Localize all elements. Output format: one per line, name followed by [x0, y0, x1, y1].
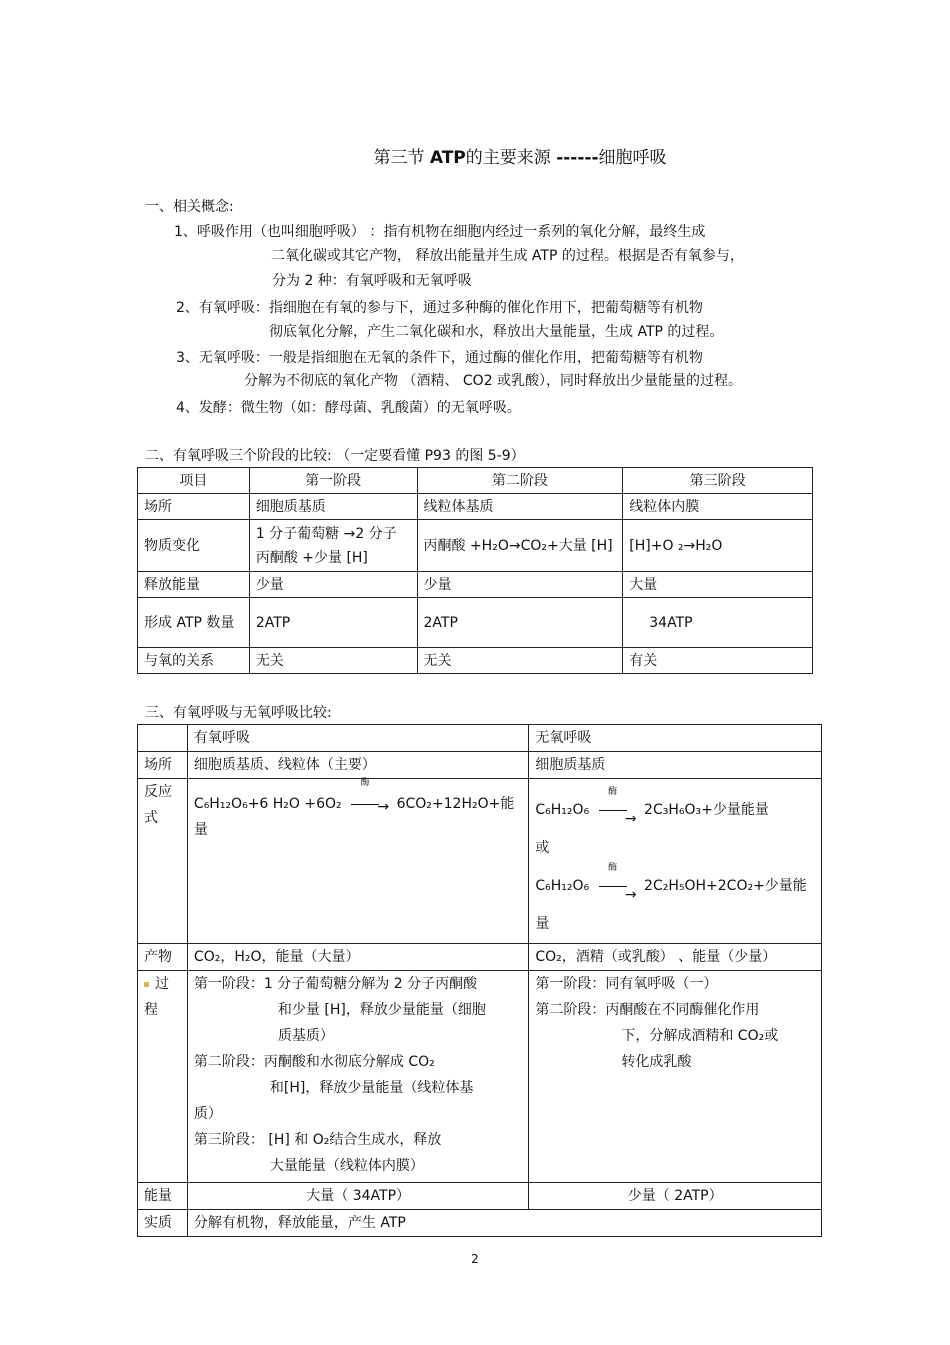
table-cell: 少量	[417, 572, 623, 598]
process-line: 和[H]，释放少量能量（线粒体基	[269, 1080, 474, 1096]
table-cell: 线粒体基质	[417, 494, 623, 520]
table-cell: 34ATP	[623, 598, 813, 648]
bullet-icon	[144, 982, 149, 987]
table-row	[138, 1183, 822, 1210]
table-cell: 2ATP	[249, 598, 417, 648]
table-cell: 物质变化	[138, 520, 250, 572]
table-cell: CO₂，H₂O，能量（大量）	[187, 944, 528, 971]
enzyme-label: 酶	[360, 778, 370, 788]
comparison-table	[137, 724, 822, 1237]
row-label: 场所	[138, 752, 188, 779]
process-line: 第二阶段：丙酮酸在不同酶催化作用	[535, 1002, 760, 1018]
reaction-anaerobic	[529, 779, 822, 944]
concept-line-5: 彻底氧化分解，产生二氧化碳和水，释放出大量能量，生成 ATP 的过程。	[269, 324, 724, 340]
page-number: 2	[471, 1252, 479, 1266]
title-prefix: 第三节	[373, 148, 425, 168]
products: 2C₂H₅OH+2CO₂+少量能量	[535, 878, 807, 932]
enzyme-label: 酶	[608, 787, 618, 797]
section2-heading: 二、有氧呼吸三个阶段的比较: （一定要看懂 P93 的图 5-9）	[145, 448, 525, 464]
concept-line-3: 分为 2 种：有氧呼吸和无氧呼吸	[272, 273, 472, 289]
table-cell: 与氧的关系	[138, 648, 250, 674]
title-suffix: 细胞呼吸	[598, 148, 667, 168]
section1-heading: 一、相关概念:	[145, 199, 234, 215]
process-line: 下，分解成酒精和 CO₂或	[621, 1028, 779, 1044]
concept-line-2: 二氧化碳或其它产物， 释放出能量并生成 ATP 的过程。根据是否有氧参与，	[271, 248, 744, 264]
process-label: 过程	[144, 976, 169, 1018]
row-label: 能量	[138, 1183, 188, 1210]
process-line: 第二阶段：丙酮酸和水彻底分解成 CO₂	[193, 1054, 435, 1070]
reaction-aerobic	[187, 779, 528, 944]
table-header-row	[138, 725, 822, 752]
row-label	[138, 971, 188, 1183]
table-cell: 少量	[249, 572, 417, 598]
table-cell: 形成 ATP 数量	[138, 598, 250, 648]
table-row	[138, 520, 813, 572]
process-aerobic	[187, 971, 528, 1183]
table-cell: 1 分子葡萄糖 →2 分子丙酮酸 +少量 [H]	[249, 520, 417, 572]
or-label: 或	[535, 840, 550, 856]
header-cell: 项目	[138, 468, 250, 494]
table-cell: 线粒体内膜	[623, 494, 813, 520]
products: 2C₃H₆O₃+少量能量	[644, 802, 769, 818]
process-line: 第一阶段：同有氧呼吸（一）	[535, 976, 718, 992]
table-cell: 无关	[417, 648, 623, 674]
reactants: C₆H₁₂O₆	[535, 878, 590, 894]
table-row	[138, 971, 822, 1183]
header-cell: 无氧呼吸	[529, 725, 822, 752]
products: 6CO₂+12H₂O+能量	[193, 796, 515, 838]
stages-table	[137, 467, 813, 674]
reactants: C₆H₁₂O₆	[535, 802, 590, 818]
table-row	[138, 779, 822, 944]
table-cell: 大量（ 34ATP）	[187, 1183, 528, 1210]
table-row	[138, 572, 813, 598]
table-cell: 场所	[138, 494, 250, 520]
table-cell: 细胞质基质、线粒体（主要）	[187, 752, 528, 779]
title-middle: 的主要来源	[465, 148, 551, 168]
process-line: 第一阶段：1 分子葡萄糖分解为 2 分子丙酮酸	[193, 976, 478, 992]
concept-line-1: 1、呼吸作用（也叫细胞呼吸） ：指有机物在细胞内经过一系列的氧化分解，最终生成	[174, 224, 706, 240]
process-line: 和少量 [H]，释放少量能量（细胞	[277, 1002, 486, 1018]
concept-line-7: 分解为不彻底的氧化产物 （酒精、 CO2 或乳酸），同时释放出少量能量的过程。	[244, 373, 743, 389]
header-cell: 第三阶段	[623, 468, 813, 494]
concept-line-4: 2、有氧呼吸：指细胞在有氧的参与下，通过多种酶的催化作用下，把葡萄糖等有机物	[176, 300, 703, 316]
row-label: 反应式	[138, 779, 188, 944]
page-title	[0, 143, 950, 168]
reaction-arrow	[596, 787, 630, 829]
table-cell: 分解有机物，释放能量，产生 ATP	[187, 1210, 821, 1237]
table-header-row	[138, 468, 813, 494]
table-row	[138, 598, 813, 648]
table-cell: 细胞质基质	[249, 494, 417, 520]
table-cell: 少量（ 2ATP）	[529, 1183, 822, 1210]
section3-heading: 三、有氧呼吸与无氧呼吸比较:	[145, 705, 332, 721]
table-cell: 大量	[623, 572, 813, 598]
header-cell-empty	[138, 725, 188, 752]
table-row	[138, 494, 813, 520]
table-row	[138, 944, 822, 971]
process-line: 第三阶段： [H] 和 O₂结合生成水，释放	[193, 1132, 442, 1148]
table-cell: 有关	[623, 648, 813, 674]
process-line: 转化成乳酸	[621, 1054, 692, 1070]
table-cell: CO₂，酒精（或乳酸） 、能量（少量）	[529, 944, 822, 971]
process-line: 质）	[193, 1106, 222, 1122]
row-label: 实质	[138, 1210, 188, 1237]
title-dashes: ------	[556, 148, 599, 168]
row-label: 产物	[138, 944, 188, 971]
reactants: C₆H₁₂O₆+6 H₂O +6O₂	[193, 796, 342, 812]
table-cell: 无关	[249, 648, 417, 674]
table-cell: 细胞质基质	[529, 752, 822, 779]
header-cell: 有氧呼吸	[187, 725, 528, 752]
enzyme-label: 酶	[608, 863, 618, 873]
title-atp: ATP	[429, 148, 466, 168]
table-row	[138, 648, 813, 674]
reaction-arrow	[348, 778, 382, 817]
table-row	[138, 752, 822, 779]
reaction-arrow	[596, 863, 630, 905]
concept-line-8: 4、发酵：微生物（如：酵母菌、乳酸菌）的无氧呼吸。	[176, 400, 521, 416]
process-line: 质基质）	[277, 1028, 334, 1044]
table-row	[138, 1210, 822, 1237]
table-cell: 2ATP	[417, 598, 623, 648]
table-cell: 丙酮酸 +H₂O→CO₂+大量 [H]	[417, 520, 623, 572]
table-cell: 释放能量	[138, 572, 250, 598]
header-cell: 第一阶段	[249, 468, 417, 494]
process-anaerobic	[529, 971, 822, 1183]
header-cell: 第二阶段	[417, 468, 623, 494]
table-cell: [H]+O ₂→H₂O	[623, 520, 813, 572]
process-line: 大量能量（线粒体内膜）	[269, 1158, 424, 1174]
concept-line-6: 3、无氧呼吸：一般是指细胞在无氧的条件下，通过酶的催化作用，把葡萄糖等有机物	[176, 350, 703, 366]
